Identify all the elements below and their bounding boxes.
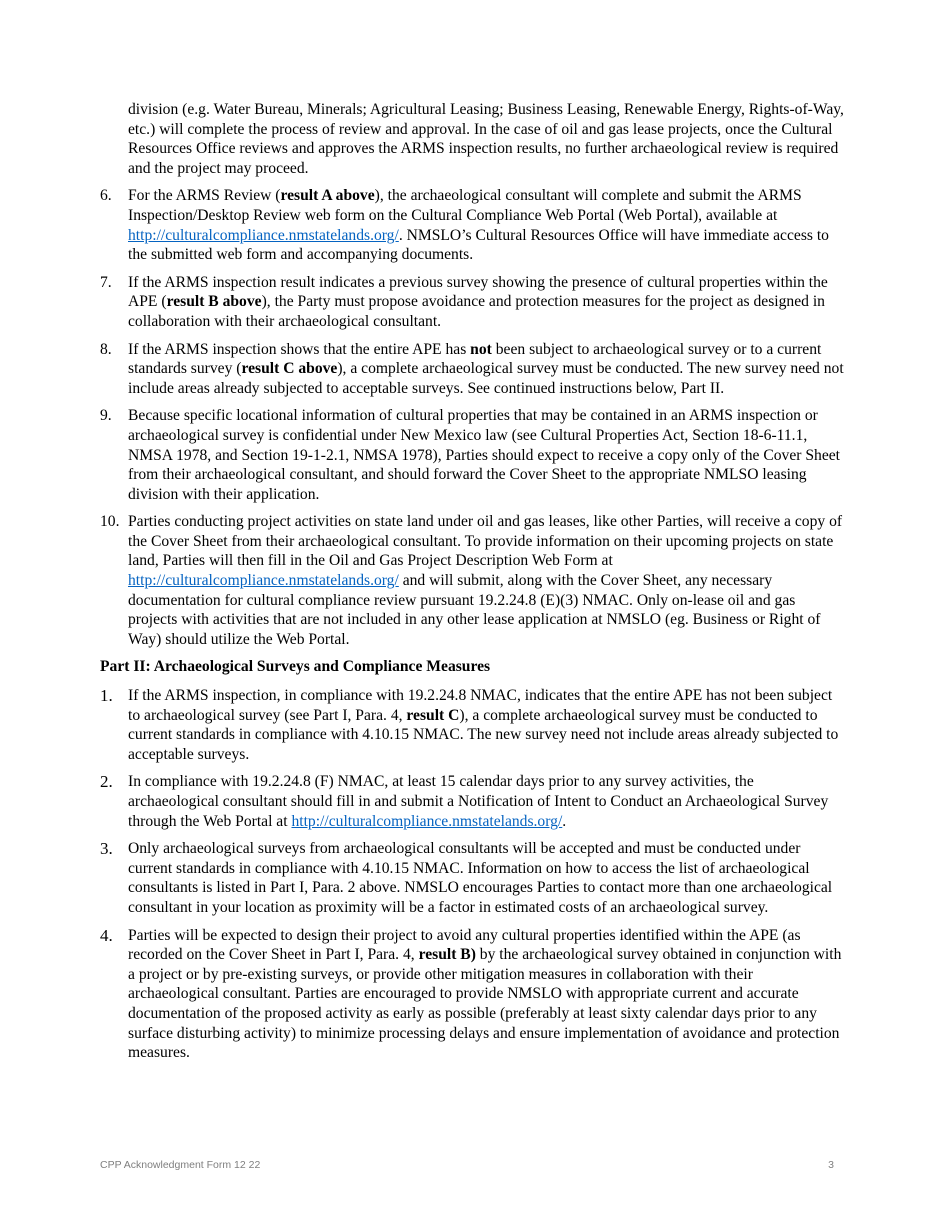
list-text: For the ARMS Review (result A above), the archaeological consultant will complete and submit the ARMS Inspection/Desktop Review web form on the Cultural Compliance Web Portal (Web Portal), available at http://culturalcompliance.nmstatelands.org/. NMSLO’s Cultural Resources Office will have immediate access to the submitted web form and accompanying documents. (128, 187, 829, 264)
web-portal-link[interactable]: http://culturalcompliance.nmstatelands.org/ (128, 226, 399, 244)
carryover-paragraph: division (e.g. Water Bureau, Minerals; Agricultural Leasing; Business Leasing, Renewable Energy, Rights-of-Way, etc.) will complete the process of review and approval. In the case of oil and gas lease projects, once the Cultural Resources Office reviews and approves the ARMS inspection results, no further archaeological review is required and the project may proceed. (128, 101, 844, 177)
bold-text: result A above (280, 187, 375, 205)
list-number: 10. (100, 513, 120, 531)
list-number: 9. (100, 407, 112, 425)
list-number: 7. (100, 273, 112, 291)
list-text: Parties will be expected to design their project to avoid any cultural properties identified within the APE (as recorded on the Cover Sheet in Part I, Para. 4, result B) by the archaeological survey obtained in conjunction with a project or by pre-existing surveys, or provide other mitigation measures in collaboration with their archaeological consultant. Parties are encouraged to provide NMSLO with appropriate current and accurate documentation of the proposed activity as early as possible (preferably at least sixty calendar days prior to any surface disturbing activity) to minimize processing delays and ensure implementation of avoidance and protection measures. (128, 926, 842, 1062)
list-number: 6. (100, 187, 112, 205)
list-item-3 (100, 839, 845, 917)
list-item-1 (100, 686, 845, 764)
list-item-10 (100, 512, 845, 649)
list-number: 3. (100, 839, 113, 859)
web-portal-link[interactable]: http://culturalcompliance.nmstatelands.org/ (128, 572, 399, 590)
page-number: 3 (828, 1159, 834, 1171)
list-item-9 (100, 406, 845, 504)
list-text: Because specific locational information of cultural properties that may be contained in an ARMS inspection or archaeological survey is confidential under New Mexico law (see Cultural Properties Act, Section 18-6-11.1, NMSA 1978, and Section 19-1-2.1, NMSA 1978), Parties should expect to receive a copy only of the Cover Sheet from their archaeological consultant, and should forward the Cover Sheet to the appropriate NMLSO leasing division with their application. (128, 407, 840, 503)
list-item-8 (100, 340, 845, 399)
bold-text: result B) (418, 946, 476, 964)
list-text: If the ARMS inspection, in compliance with 19.2.24.8 NMAC, indicates that the entire APE has not been subject to archaeological survey (see Part I, Para. 4, result C), a complete archaeological survey must be conducted to current standards in compliance with 4.10.15 NMAC. The new survey need not include areas already subjected to acceptable surveys. (128, 687, 839, 763)
list-text: Parties conducting project activities on state land under oil and gas leases, like other Parties, will receive a copy of the Cover Sheet from their archaeological consultant. To provide information on their upcoming projects on state land, Parties will then fill in the Oil and Gas Project Description Web Form at http://culturalcompliance.nmstatelands.org/ and will submit, along with the Cover Sheet, any necessary documentation for cultural compliance review pursuant 19.2.24.8 (E)(3) NMAC. Only on-lease oil and gas projects with activities that are not included in any other lease application at NMSLO (eg. Business or Right of Way) should utilize the Web Portal. (128, 513, 843, 648)
bold-text: not (470, 340, 492, 358)
list-number: 8. (100, 340, 112, 358)
section-heading-part-2: Part II: Archaeological Surveys and Compliance Measures (100, 658, 491, 676)
list-item-2 (100, 772, 845, 831)
list-item-6 (100, 186, 845, 264)
bold-text: result C (406, 706, 460, 724)
bold-text: result B above (166, 293, 262, 311)
list-number: 1. (100, 686, 113, 706)
web-portal-link[interactable]: http://culturalcompliance.nmstatelands.org/ (291, 812, 563, 830)
list-number: 2. (100, 772, 113, 792)
list-item-4 (100, 926, 845, 1063)
list-item-7 (100, 273, 845, 332)
list-text: If the ARMS inspection result indicates a previous survey showing the presence of cultural properties within the APE (result B above), the Party must propose avoidance and protection measures for the project as designed in collaboration with their archaeological consultant. (128, 273, 828, 330)
list-text: In compliance with 19.2.24.8 (F) NMAC, at least 15 calendar days prior to any survey activities, the archaeological consultant should fill in and submit a Notification of Intent to Conduct an Archaeological Survey through the Web Portal at http://culturalcompliance.nmstatelands.org/. (128, 773, 829, 830)
bold-text: result C above (241, 360, 338, 378)
list-text: If the ARMS inspection shows that the entire APE has not been subject to archaeological survey or to a current standards survey (result C above), a complete archaeological survey must be conducted. The new survey need not include areas already subjected to acceptable surveys. See continued instructions below, Part II. (128, 340, 844, 397)
page-footer (100, 1159, 834, 1171)
list-text: Only archaeological surveys from archaeological consultants will be accepted and must be conducted under current standards in compliance with 4.10.15 NMAC. Information on how to access the list of archaeological consultants is listed in Part I, Para. 2 above. NMSLO encourages Parties to contact more than one archaeological consultant in your location as proximity will be a factor in estimated costs of an archaeological survey. (128, 840, 833, 916)
footer-form-title: CPP Acknowledgment Form 12 22 (100, 1159, 261, 1171)
list-number: 4. (100, 925, 113, 945)
document-page (100, 100, 845, 1071)
